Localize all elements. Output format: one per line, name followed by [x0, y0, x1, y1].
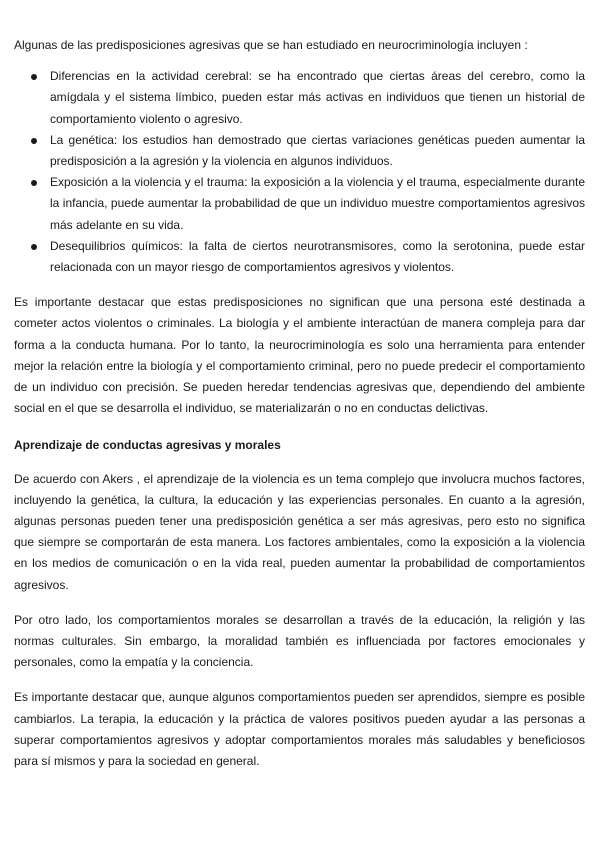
bullet-icon — [31, 244, 37, 250]
bullet-icon — [31, 74, 37, 80]
intro-paragraph: Algunas de las predisposiciones agresivas que se han estudiado en neurocriminología incluyen : — [14, 38, 528, 52]
list-item — [14, 236, 585, 278]
bullet-icon — [31, 138, 37, 144]
document-page — [14, 35, 585, 772]
body-paragraph: Por otro lado, los comportamientos morales se desarrollan a través de la educación, la religión y las normas culturales. Sin embargo, la moralidad también es influenciada por factores emocionales y personales, como la empatía y la conciencia. — [14, 612, 585, 670]
list-item-text: Desequilibrios químicos: la falta de ciertos neurotransmisores, como la serotonina, puede estar relacionada con un mayor riesgo de comportamientos agresivos y violentos. — [50, 238, 585, 275]
list-item-text: Exposición a la violencia y el trauma: la exposición a la violencia y el trauma, especialmente durante la infancia, puede aumentar la probabilidad de que un individuo muestre comportamientos agresivos más adelante en su vida. — [50, 175, 585, 232]
list-item — [14, 66, 585, 130]
section-heading: Aprendizaje de conductas agresivas y morales — [14, 438, 281, 453]
list-item-text: Diferencias en la actividad cerebral: se ha encontrado que ciertas áreas del cerebro, como la amígdala y el sistema límbico, pueden estar más activas en individuos que tienen un historial de comportamiento violento o agresivo. — [50, 69, 585, 126]
body-paragraph: De acuerdo con Akers , el aprendizaje de la violencia es un tema complejo que involucra muchos factores, incluyendo la genética, la cultura, la educación y las experiencias personales. En cuanto a la agresión, algunas personas pueden tener una predisposición genética a ser más agresivas, pero esto no significa que siempre se comportarán de esta manera. Los factores ambientales, como la exposición a la violencia en los medios de comunicación o en la vida real, pueden aumentar la probabilidad de comportamientos agresivos. — [14, 471, 585, 592]
list-item — [14, 172, 585, 236]
predispositions-list — [14, 66, 585, 278]
body-paragraph: Es importante destacar que, aunque algunos comportamientos pueden ser aprendidos, siempre es posible cambiarlos. La terapia, la educación y la práctica de valores positivos pueden ayudar a las personas a superar comportamientos agresivos y adoptar comportamientos morales más saludables y beneficiosos para sí mismos y para la sociedad en general. — [14, 690, 585, 769]
bullet-icon — [31, 180, 37, 186]
body-paragraph: Es importante destacar que estas predisposiciones no significan que una persona esté destinada a cometer actos violentos o criminales. La biología y el ambiente interactúan de manera compleja para dar forma a la conducta humana. Por lo tanto, la neurocriminología es solo una herramienta para entender mejor la relación entre la biología y el comportamiento criminal, pero no puede predecir el comportamiento de un individuo con precisión. Se pueden heredar tendencias agresivas que, dependiendo del ambiente social en el que se desarrolla el individuo, se materializarán o no en conductas delictivas. — [14, 295, 585, 416]
list-item — [14, 130, 585, 172]
list-item-text: La genética: los estudios han demostrado que ciertas variaciones genéticas pueden aumentar la predisposición a la agresión y la violencia en algunos individuos. — [50, 132, 585, 169]
